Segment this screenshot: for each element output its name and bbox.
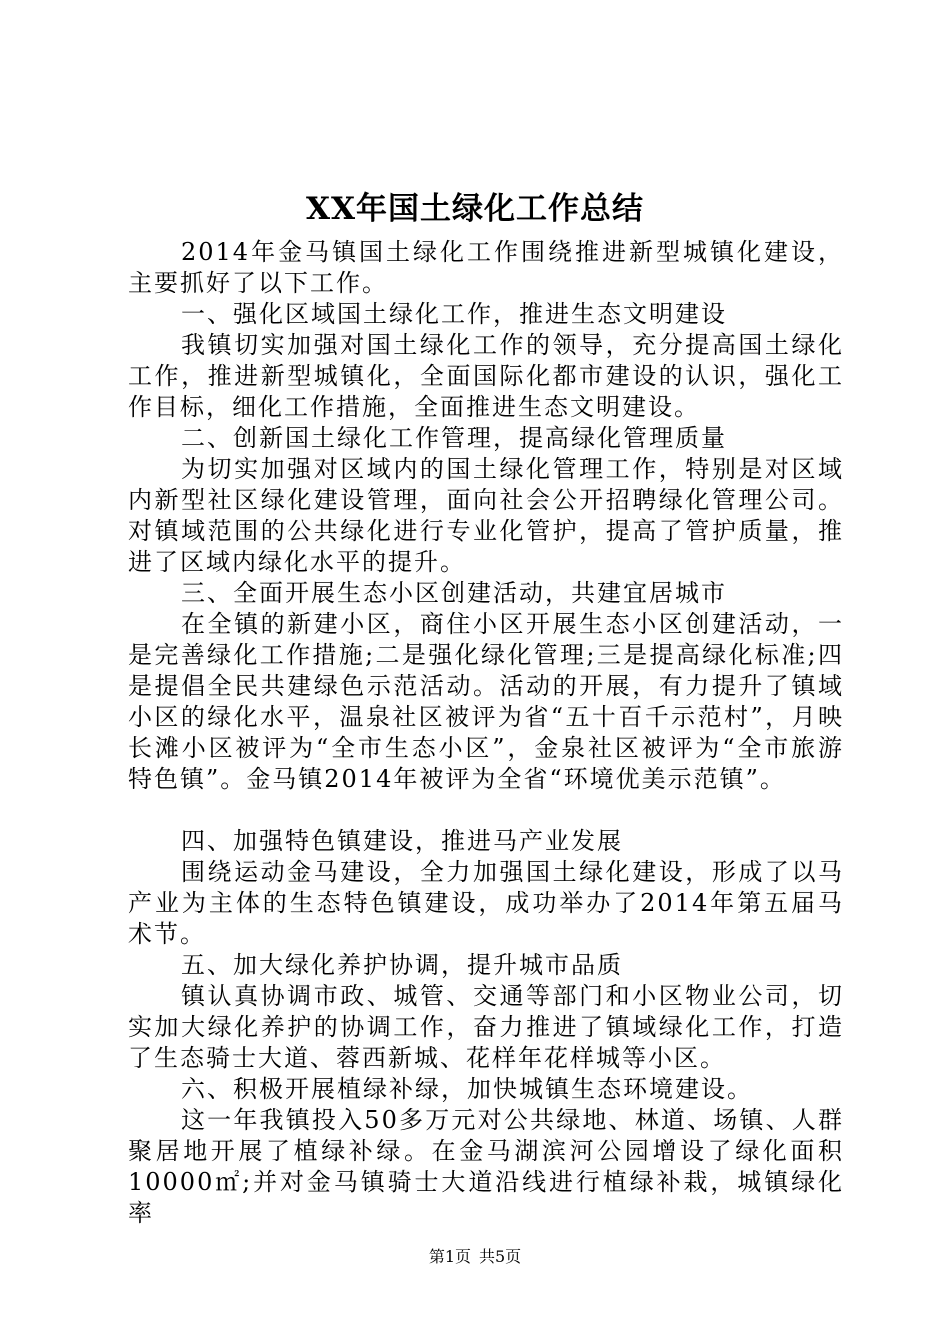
section-paragraph-5: 镇认真协调市政、城管、交通等部门和小区物业公司，切实加大绿化养护的协调工作，奋力推进了镇域绿化工作，打造了生态骑士大道、蓉西新城、花样年花样城等小区。 [128,982,844,1072]
section-heading-2: 二、创新国土绿化工作管理，提高绿化管理质量 [181,424,727,452]
document-title: XX年国土绿化工作总结 [305,191,645,227]
section-heading-6: 六、积极开展植绿补绿，加快城镇生态环境建设。 [181,1075,753,1103]
page-total: 共5页 [479,1247,522,1266]
section-paragraph-4: 围绕运动金马建设，全力加强国土绿化建设，形成了以马产业为主体的生态特色镇建设，成功举办了2014年第五届马术节。 [128,858,844,948]
document-body [128,237,844,1229]
section-paragraph-1: 我镇切实加强对国土绿化工作的领导，充分提高国土绿化工作，推进新型城镇化，全面国际化都市建设的认识，强化工作目标，细化工作措施，全面推进生态文明建设。 [128,331,844,421]
intro-paragraph: 2014年金马镇国土绿化工作围绕推进新型城镇化建设，主要抓好了以下工作。 [128,238,844,297]
section-heading-1: 一、强化区域国土绿化工作，推进生态文明建设 [181,300,727,328]
section-heading-3: 三、全面开展生态小区创建活动，共建宜居城市 [181,579,727,607]
page-footer [0,1245,950,1269]
page-number: 第1页 [428,1247,471,1266]
section-heading-4: 四、加强特色镇建设，推进马产业发展 [181,827,623,855]
section-paragraph-6: 这一年我镇投入50多万元对公共绿地、林道、场镇、人群聚居地开展了植绿补绿。在金马湖滨河公园增设了绿化面积10000㎡;并对金马镇骑士大道沿线进行植绿补栽，城镇绿化率 [128,1106,844,1227]
section-heading-5: 五、加大绿化养护协调，提升城市品质 [181,951,623,979]
section-paragraph-2: 为切实加强对区域内的国土绿化管理工作，特别是对区域内新型社区绿化建设管理，面向社会公开招聘绿化管理公司。对镇域范围的公共绿化进行专业化管护，提高了管护质量，推进了区域内绿化水平的提升。 [128,455,844,576]
paragraph-spacer [128,795,844,826]
section-paragraph-3: 在全镇的新建小区，商住小区开展生态小区创建活动，一是完善绿化工作措施;二是强化绿化管理;三是提高绿化标准;四是提倡全民共建绿色示范活动。活动的开展，有力提升了镇域小区的绿化水平，温泉社区被评为省“五十百千示范村”，月映长滩小区被评为“全市生态小区”，金泉社区被评为“全市旅游特色镇”。金马镇2014年被评为全省“环境优美示范镇”。 [128,610,844,793]
